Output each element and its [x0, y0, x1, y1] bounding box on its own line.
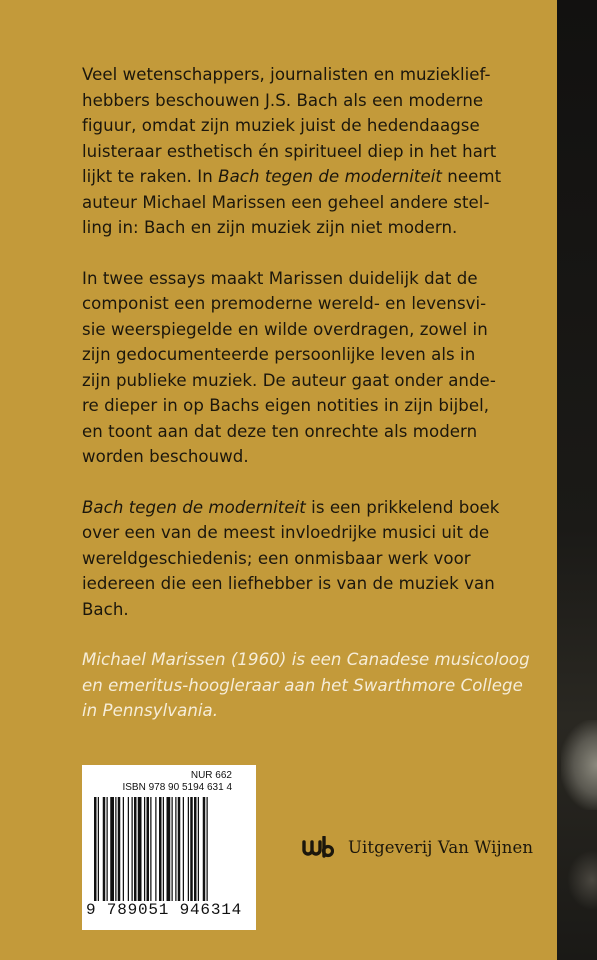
- blurb-text: [82, 62, 552, 749]
- barcode-bars: [94, 797, 244, 901]
- wb-logo-icon: [302, 836, 334, 858]
- intro-rest: neemt auteur Michael Marissen een geheel andere stel- ling in: Bach en zijn muziek zijn niet modern.: [82, 167, 502, 237]
- paragraph-summary: [82, 495, 552, 623]
- intro-line-2: hebbers beschouwen J.S. Bach als een moderne: [82, 90, 484, 110]
- barcode-digits: 9 789051 946314: [86, 901, 243, 919]
- author-bio: Michael Marissen (1960) is een Canadese musicoloog en emeritus-hoogleraar aan het Swarthmore College in Pennsylvania.: [82, 650, 530, 720]
- nur-code: NUR 662: [190, 770, 232, 781]
- isbn-barcode: [82, 765, 256, 930]
- isbn-number: ISBN 978 90 5194 631 4: [122, 782, 232, 793]
- publisher-imprint: [302, 834, 533, 860]
- paragraph-intro: [82, 62, 552, 241]
- paragraph-essays: In twee essays maakt Marissen duidelijk dat de componist een premoderne wereld- en levensvi- sie weerspiegelde en wilde overdragen, zowel in zijn gedocumenteerde persoonlijke leven als in zijn publieke muziek. De auteur gaat onder ande- re dieper in op Bachs eigen notities in zijn bijbel, en toont aan dat deze ten onrechte als modern worden beschouwd.: [82, 268, 496, 466]
- book-title-inline: Bach tegen de moderniteit: [218, 167, 442, 186]
- intro-line-1: Veel wetenschappers, journalisten en muzieklief-: [82, 65, 491, 84]
- intro-line-4: luisteraar esthetisch én spiritueel diep in het hart: [82, 141, 497, 161]
- book-title-inline: Bach tegen de moderniteit: [82, 497, 306, 517]
- cover-painting-edge: [557, 0, 597, 960]
- publisher-name: Uitgeverij Van Wijnen: [348, 837, 534, 857]
- summary-rest: is een prikkelend boek over een van de meest invloedrijke musici uit de wereldgeschiedenis; een onmisbaar werk voor iedereen die een liefhebber is van de muziek van Bach.: [82, 497, 500, 619]
- intro-line-3: figuur, omdat zijn muziek juist de hedendaagse: [82, 116, 480, 135]
- intro-lead: lijkt te raken. In: [82, 167, 219, 186]
